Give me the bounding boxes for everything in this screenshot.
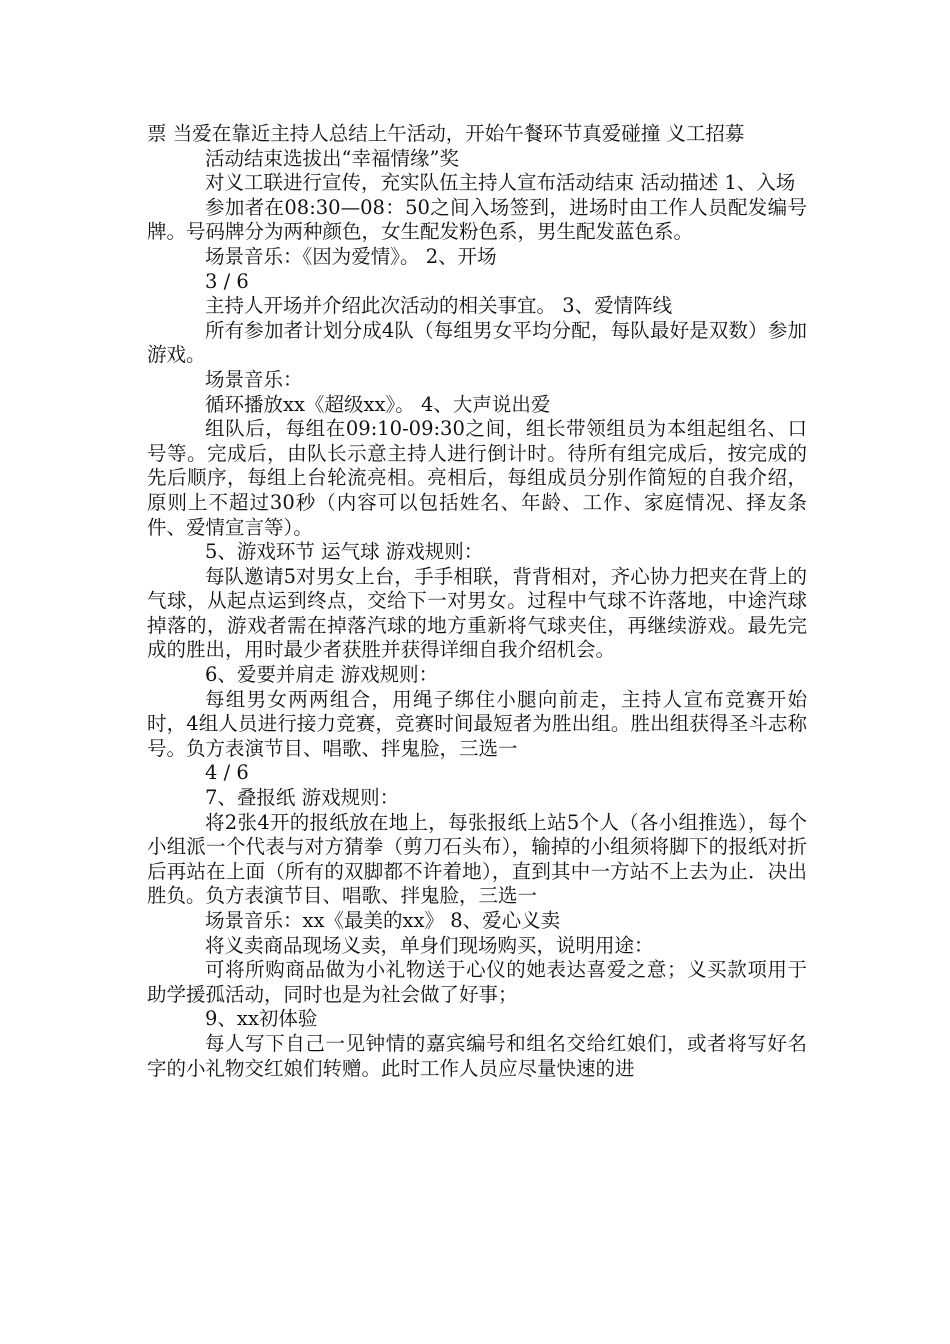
paragraph-8: 所有参加者计划分成4队（每组男女平均分配，每队最好是双数）参加游戏。 <box>147 318 807 367</box>
paragraph-20: 将义卖商品现场义卖，单身们现场购买，说明用途： <box>205 933 654 957</box>
paragraph-15: 每组男女两两组合，用绳子绑住小腿向前走，主持人宣布竞赛开始时，4组人员进行接力竞赛，竞赛时间最短者为胜出组。胜出组获得圣斗志称号。负方表演节目、唱歌、拌鬼脸，三选一 <box>147 687 807 760</box>
paragraph-14: 6、爱要并肩走 游戏规则： <box>205 663 439 687</box>
page-number-3: 3 / 6 <box>205 269 249 293</box>
paragraph-18: 将2张4开的报纸放在地上，每张报纸上站5个人（各小组推选），每个小组派一个代表与对方猜拳（剪刀石头布），输掉的小组须将脚下的报纸对折后再站在上面（所有的双脚都不许着地），直到其中一方站不上去为止．决出胜负。负方表演节目、唱歌、拌鬼脸，三选一 <box>147 810 807 908</box>
paragraph-7: 主持人开场并介绍此次活动的相关事宜。 3、爱情阵线 <box>205 294 673 318</box>
paragraph-22: 9、xx初体验 <box>205 1007 318 1031</box>
paragraph-9: 场景音乐： <box>205 367 303 391</box>
paragraph-1: 票 当爱在靠近主持人总结上午活动，开始午餐环节真爱碰撞 义工招募 <box>147 122 745 145</box>
paragraph-10: 循环播放xx《超级xx》。 4、大声说出爱 <box>205 392 551 416</box>
paragraph-17: 7、叠报纸 游戏规则： <box>205 786 400 810</box>
paragraph-4: 参加者在08:30—08：50之间入场签到，进场时由工作人员配发编号牌。号码牌分为两种颜色，女生配发粉色系，男生配发蓝色系。 <box>147 195 807 244</box>
document-body <box>147 122 807 1081</box>
page-number-4: 4 / 6 <box>205 761 249 785</box>
paragraph-3: 对义工联进行宣传，充实队伍主持人宣布活动结束 活动描述 1、入场 <box>205 171 796 195</box>
paragraph-21: 可将所购商品做为小礼物送于心仪的她表达喜爱之意；义买款项用于助学援孤活动，同时也是为社会做了好事； <box>147 958 807 1006</box>
paragraph-12: 5、游戏环节 运气球 游戏规则： <box>205 540 484 564</box>
paragraph-19: 场景音乐：xx《最美的xx》 8、爱心义卖 <box>205 909 561 932</box>
paragraph-5: 场景音乐：《因为爱情》。 2、开场 <box>205 244 497 268</box>
paragraph-11: 组队后，每组在09:10-09:30之间，组长带领组员为本组起组名、口号等。完成后，由队长示意主持人进行倒计时。待所有组完成后，按完成的先后顺序，每组上台轮流亮相。亮相后，每组成员分别作简短的自我介绍，原则上不超过30秒（内容可以包括姓名、年龄、工作、家庭情况、择友条件、爱情宣言等）。 <box>147 417 807 539</box>
paragraph-2: 活动结束选拔出“幸福情缘”奖 <box>205 146 459 170</box>
paragraph-23: 每人写下自己一见钟情的嘉宾编号和组名交给红娘们，或者将写好名字的小礼物交红娘们转赠。此时工作人员应尽量快速的进 <box>147 1031 807 1080</box>
paragraph-13: 每队邀请5对男女上台，手手相联，背背相对，齐心协力把夹在背上的气球，从起点运到终点，交给下一对男女。过程中气球不许落地，中途汽球掉落的，游戏者需在掉落汽球的地方重新将气球夹住，再继续游戏。最先完成的胜出，用时最少者获胜并获得详细自我介绍机会。 <box>147 564 807 662</box>
